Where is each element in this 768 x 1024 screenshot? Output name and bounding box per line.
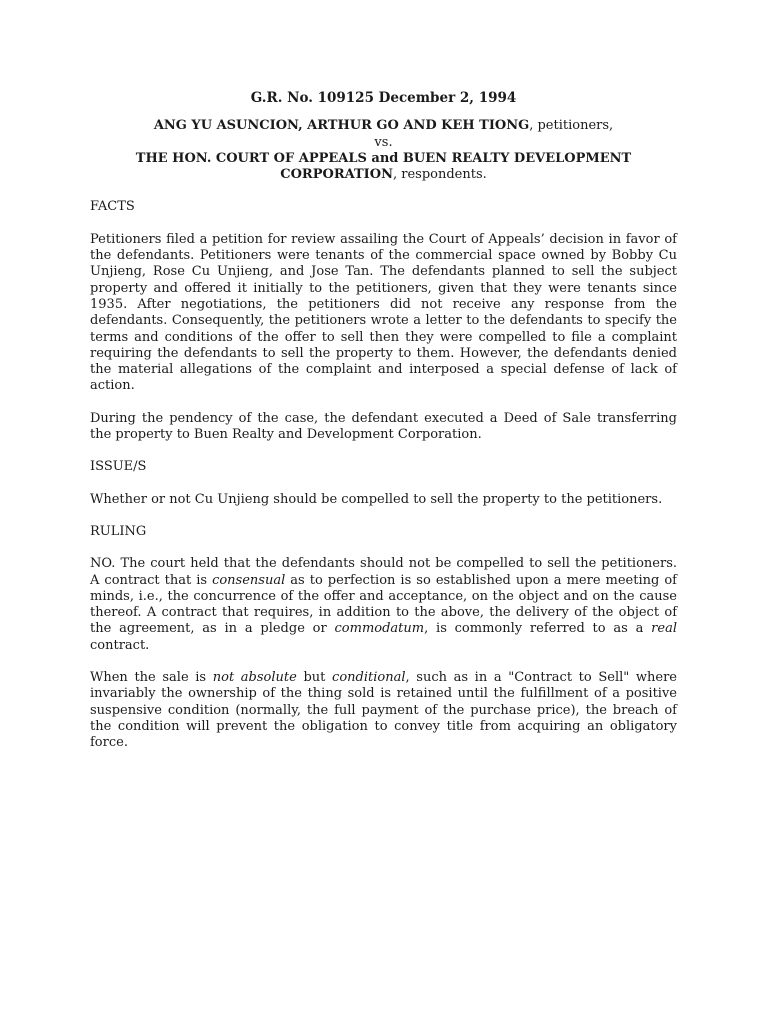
versus-text: vs. [374, 134, 393, 150]
facts-paragraph-2: During the pendency of the case, the defendant executed a Deed of Sale transferring the property to Buen Realty and Development Corporation. [90, 410, 677, 443]
issue-heading: ISSUE/S [90, 459, 147, 475]
case-parties [90, 118, 677, 183]
term-conditional: conditional [332, 670, 406, 686]
ruling-p2-text-a: When the sale is [90, 670, 213, 686]
term-real: real [651, 621, 677, 637]
ruling-paragraph-2 [90, 670, 677, 751]
ruling-p1-text-c: , is commonly referred to as a [424, 621, 652, 637]
respondents-line [90, 151, 677, 184]
term-consensual: consensual [212, 572, 286, 588]
facts-heading: FACTS [90, 199, 135, 215]
document-page [90, 90, 677, 768]
term-not-absolute: not absolute [212, 670, 297, 686]
ruling-heading: RULING [90, 523, 147, 539]
issue-paragraph: Whether or not Cu Unjieng should be compelled to sell the property to the petitioners. [90, 491, 663, 507]
petitioners-line [90, 118, 677, 134]
ruling-p1-text-d: contract. [90, 637, 150, 653]
case-number: G.R. No. 109125 December 2, 1994 [250, 90, 517, 106]
ruling-paragraph-1 [90, 556, 677, 654]
respondents-suffix: , respondents. [392, 167, 487, 183]
respondents-names: THE HON. COURT OF APPEALS and BUEN REALTY DEVELOPMENT CORPORATION [135, 150, 632, 183]
petitioners-names: ANG YU ASUNCION, ARTHUR GO AND KEH TIONG [153, 118, 530, 134]
term-commodatum: commodatum [334, 621, 425, 637]
ruling-p1-text-b: as to perfection is so established upon a mere meeting of minds, i.e., the concurrence of the offer and acceptance, on the object and on the cause thereof. A contract that requires, in addition to the above, the delivery of the object of the agreement, as in a pledge or [90, 572, 677, 637]
petitioners-suffix: , petitioners, [529, 118, 614, 134]
ruling-p1-text-a: NO. The court held that the defendants should not be compelled to sell the petitioners. A contract that is [90, 556, 677, 588]
ruling-p2-text-c: , such as in a "Contract to Sell" where invariably the ownership of the thing sold is retained until the fulfillment of a positive suspensive condition (normally, the full payment of the purchase price), the breach of the condition will prevent the obligation to convey title from acquiring an obligatory force. [90, 670, 677, 751]
facts-paragraph-1: Petitioners filed a petition for review assailing the Court of Appeals’ decision in favor of the defendants. Petitioners were tenants of the commercial space owned by Bobby Cu Unjieng, Rose Cu Unjieng, and Jose Tan. The defendants planned to sell the subject property and offered it initially to the petitioners, given that they were tenants since 1935. After negotiations, the petitioners did not receive any response from the defendants. Consequently, the petitioners wrote a letter to the defendants to specify the terms and conditions of the offer to sell then they were compelled to file a complaint requiring the defendants to sell the property to them. However, the defendants denied the material allegations of the complaint and interposed a special defense of lack of action. [90, 231, 677, 394]
ruling-p2-text-b: but [296, 670, 333, 686]
